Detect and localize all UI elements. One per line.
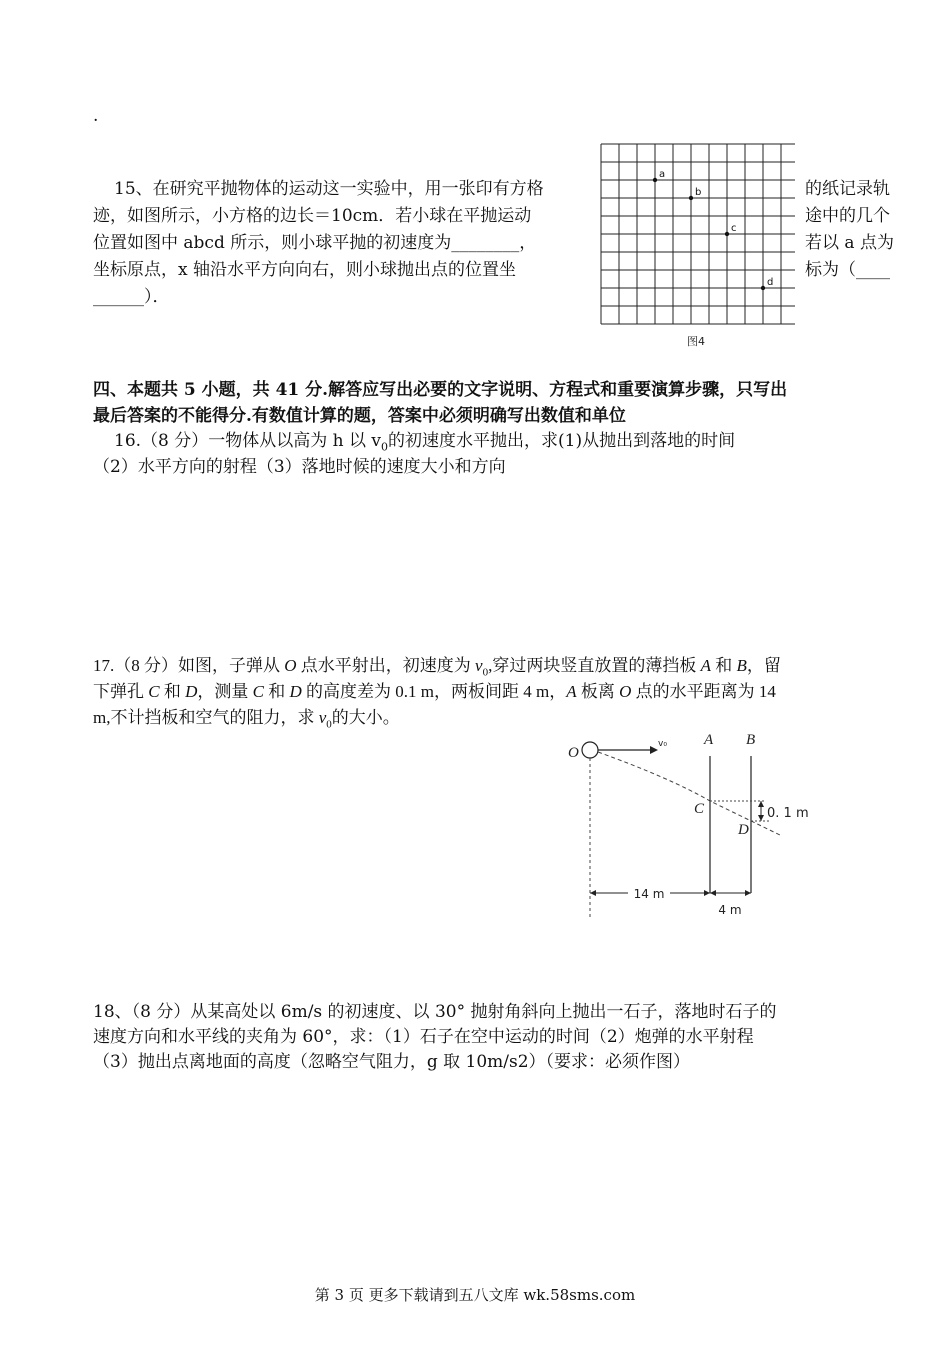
grid-point-c (725, 232, 729, 236)
q17-text: ，留 (746, 656, 781, 675)
q17-var-A: A (566, 682, 577, 701)
q16-v0-sub: 0 (381, 440, 389, 454)
q16-line-1 (114, 429, 735, 453)
q15-line-4: 坐标原点，x 轴沿水平方向向右，则小球抛出点的位置坐 (93, 260, 516, 280)
dist-14m-arrow-left (590, 890, 596, 896)
q17-text: 板离 (576, 682, 620, 701)
q17-text: 的大小。 (331, 708, 400, 727)
grid-caption: 图4 (687, 335, 705, 348)
q17-var-D: D (185, 682, 198, 701)
q17-var-v: v (318, 708, 327, 727)
q17-text: ，测量 (197, 682, 253, 701)
q15-line-1: 15、在研究平抛物体的运动这一实验中，用一张印有方格 (114, 179, 544, 199)
grid-point-b (689, 196, 693, 200)
q18-line-2: 速度方向和水平线的夹角为 60°，求：（1）石子在空中运动的时间（2）炮弹的水平射程 (93, 1027, 754, 1047)
fig17-height-label: 0. 1 m (767, 806, 809, 821)
section4-heading-2: 最后答案的不能得分.有数值计算的题，答案中必须明确写出数值和单位 (93, 406, 626, 426)
q17-var-O: O (284, 656, 297, 675)
q15-right-4: 标为（____ (805, 260, 890, 280)
q17-text: m,不计挡板和空气的阻力，求 (93, 708, 319, 727)
q15-line-3: 位置如图中 abcd 所示，则小球平抛的初速度为________， (93, 233, 537, 253)
dist-14m-arrow-right (704, 890, 710, 896)
q17-sub: 0 (326, 718, 332, 731)
grid-figure (595, 140, 795, 355)
q17-sub: 0 (482, 666, 489, 679)
q18-line-3: （3）抛出点离地面的高度（忽略空气阻力，g 取 10m/s2）（要求：必须作图） (93, 1052, 691, 1072)
q17-var-C: C (252, 682, 264, 701)
q17-var-B: B (736, 656, 747, 675)
q17-var-O: O (619, 682, 632, 701)
grid-point-label-a: a (659, 169, 666, 180)
fig17-label-v0: v₀ (658, 739, 667, 749)
fig17-dist2: 4 m (718, 903, 742, 917)
q17-var-C: C (148, 682, 160, 701)
q17-text: 17.（8 分）如图，子弹从 (93, 656, 285, 675)
grid-point-a (653, 178, 657, 182)
q15-right-1: 的纸记录轨 (805, 179, 890, 199)
q16-line-2: （2）水平方向的射程（3）落地时候的速度大小和方向 (93, 457, 506, 477)
trajectory (598, 752, 782, 836)
q17-text: 和 (159, 682, 186, 701)
fig17-label-O: O (568, 745, 579, 761)
q17-text: 下弹孔 (93, 682, 149, 701)
height-arrowhead-down (758, 815, 764, 821)
dist-4m-arrow-right (745, 890, 751, 896)
bullet-figure (560, 728, 820, 923)
q18-line-1: 18、（8 分）从某高处以 6m/s 的初速度、以 30° 抛射角斜向上抛出一石子，落地时石子的 (93, 1002, 777, 1022)
velocity-arrowhead (650, 746, 658, 754)
grid-point-label-d: d (767, 277, 774, 288)
q16-line-1a: 16.（8 分）一物体从以高为 h 以 v (114, 431, 382, 451)
q15-right-3: 若以 a 点为 (805, 233, 894, 253)
q17-line-2 (93, 680, 776, 704)
q17-text: 的高度差为 0.1 m，两板间距 4 m， (301, 682, 567, 701)
q16-line-1b: 的初速度水平抛出，求(1)从抛出到落地的时间 (388, 431, 736, 451)
q17-text: 点水平射出，初速度为 (296, 656, 476, 675)
bullet-start-circle (582, 742, 598, 758)
fig17-label-C: C (694, 801, 705, 817)
q15-line-5: ______）． (93, 287, 170, 307)
q17-text: ,穿过两块竖直放置的薄挡板 (488, 656, 701, 675)
grid-point-label-b: b (695, 187, 702, 198)
q17-var-D: D (289, 682, 302, 701)
fig17-dist1: 14 m (633, 887, 665, 901)
grid-point-label-c: c (731, 223, 737, 234)
height-arrowhead-up (758, 801, 764, 807)
page-footer: 第 3 页 更多下载请到五八文库 wk.58sms.com (314, 1286, 636, 1304)
q17-var-v: v (475, 656, 483, 675)
q17-var-A: A (700, 656, 711, 675)
fig17-label-B: B (746, 732, 756, 748)
q15-right-2: 途中的几个 (805, 206, 890, 226)
section4-heading-1: 四、本题共 5 小题，共 41 分.解答应写出必要的文字说明、方程式和重要演算步骤，只写出 (93, 380, 788, 400)
dist-4m-arrow-left (710, 890, 716, 896)
q17-text: 和 (710, 656, 737, 675)
q17-text: 和 (263, 682, 290, 701)
grid-point-d (761, 286, 765, 290)
q15-line-2: 迹，如图所示，小方格的边长＝10cm．若小球在平抛运动 (93, 206, 532, 226)
q17-text: 点的水平距离为 14 (631, 682, 776, 701)
fig17-label-D: D (738, 822, 749, 838)
q17-line-1 (93, 654, 781, 678)
fig17-label-A: A (704, 732, 714, 748)
top-mark: . (93, 106, 99, 126)
q17-line-3 (93, 706, 400, 730)
